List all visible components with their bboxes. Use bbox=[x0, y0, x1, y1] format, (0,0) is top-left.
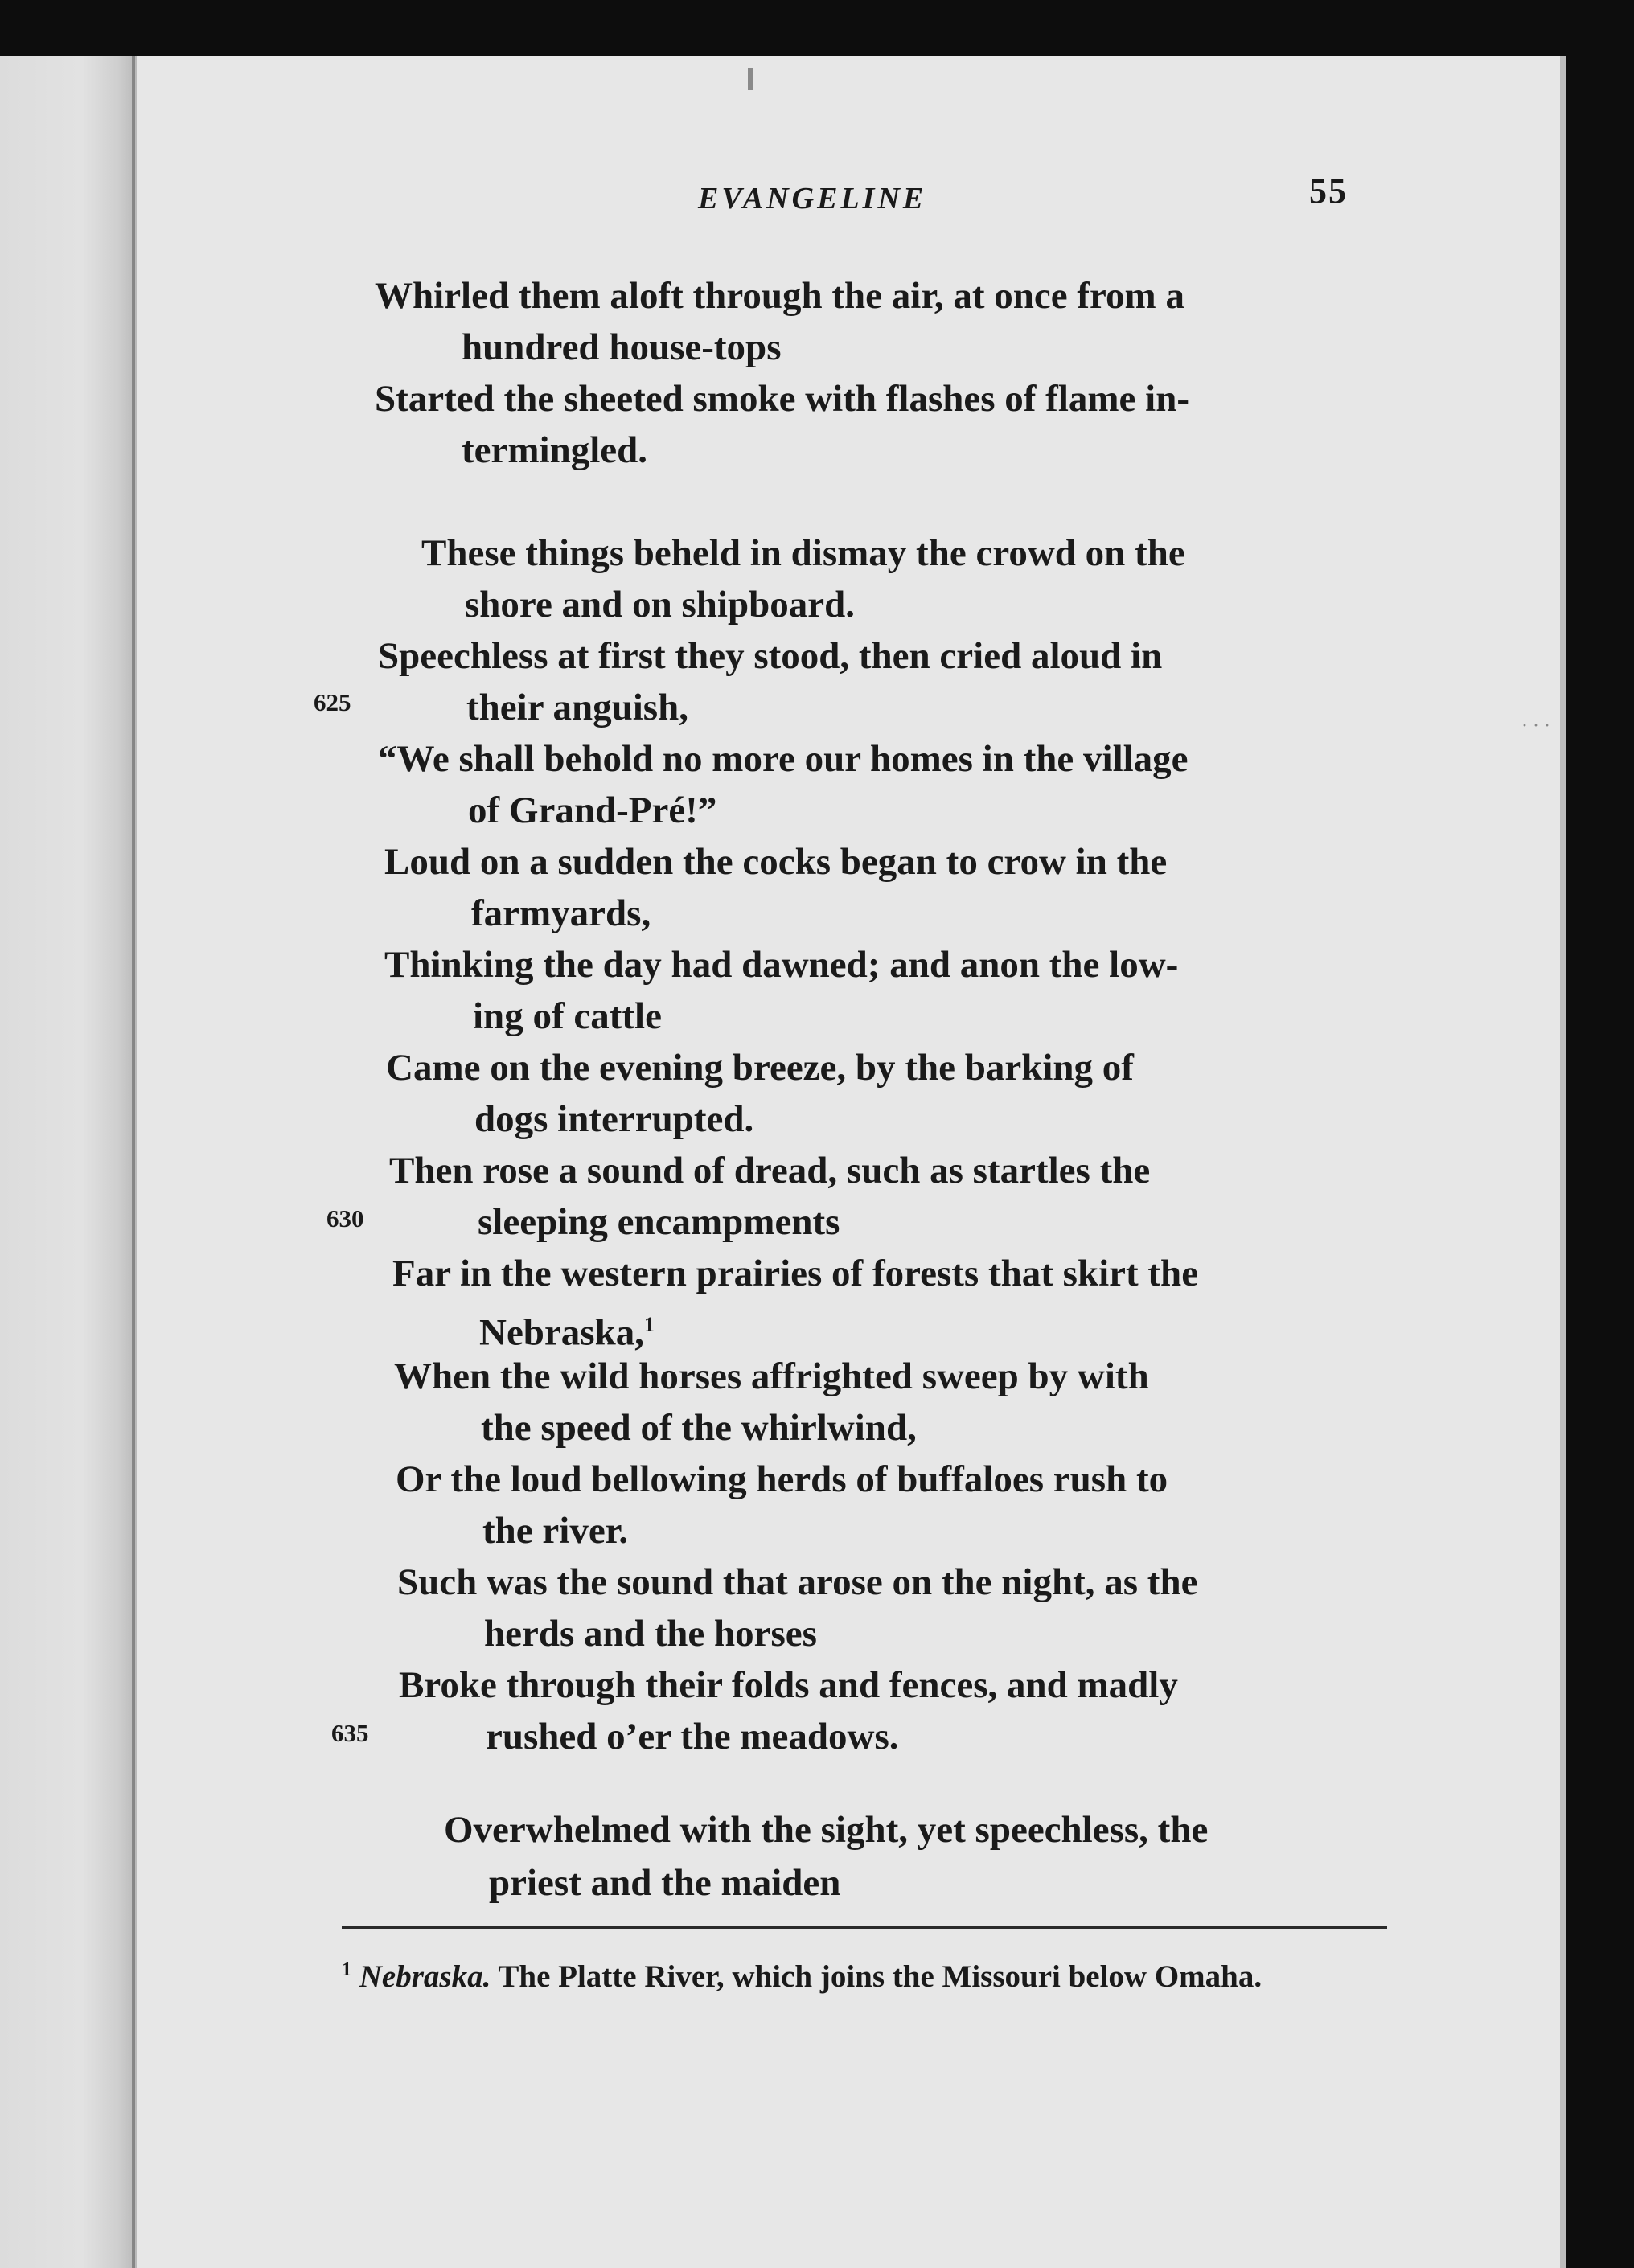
verse-line-cont: dogs interrupted. bbox=[474, 1098, 754, 1140]
verse-text: Nebraska, bbox=[479, 1311, 644, 1354]
scan-mark bbox=[748, 68, 753, 90]
page-edge bbox=[1560, 56, 1566, 2268]
verse-line-cont: the river. bbox=[482, 1510, 628, 1552]
verse-line: Speechless at first they stood, then cried aloud in bbox=[378, 635, 1163, 677]
footnote-text: The Platte River, which joins the Missouri below Omaha. bbox=[498, 1959, 1262, 1994]
footnote-divider bbox=[342, 1926, 1387, 1929]
verse-line: When the wild horses affrighted sweep by with bbox=[394, 1355, 1149, 1397]
binding-edge bbox=[132, 56, 135, 2268]
book-page bbox=[0, 56, 1566, 2268]
running-head: EVANGELINE bbox=[698, 182, 927, 215]
verse-line: Broke through their folds and fences, and madly bbox=[399, 1664, 1178, 1706]
verse-line: Overwhelmed with the sight, yet speechless, the bbox=[444, 1809, 1209, 1851]
verse-line-cont bbox=[479, 1302, 655, 1355]
verse-line-cont: ing of cattle bbox=[473, 995, 662, 1037]
scan-specks: · · · bbox=[1521, 716, 1550, 736]
page-gutter bbox=[0, 56, 137, 2268]
verse-line: Thinking the day had dawned; and anon the low- bbox=[384, 944, 1179, 986]
verse-line: Such was the sound that arose on the night, as the bbox=[397, 1561, 1198, 1603]
line-number: 625 bbox=[314, 688, 351, 716]
verse-line-cont: shore and on shipboard. bbox=[465, 584, 855, 625]
footnote bbox=[342, 1946, 1395, 2001]
line-number: 635 bbox=[331, 1719, 369, 1747]
verse-line-cont: sleeping encampments bbox=[478, 1201, 840, 1243]
verse-line: These things beheld in dismay the crowd on the bbox=[421, 532, 1185, 574]
verse-line: Then rose a sound of dread, such as startles the bbox=[389, 1150, 1151, 1191]
line-number: 630 bbox=[326, 1204, 364, 1232]
verse-line: Whirled them aloft through the air, at once from a bbox=[375, 275, 1184, 317]
verse-line-cont: hundred house-tops bbox=[462, 326, 782, 368]
verse-line: Came on the evening breeze, by the barking of bbox=[386, 1047, 1134, 1089]
verse-line-cont: of Grand-Pré!” bbox=[468, 789, 717, 831]
verse-line: Far in the western prairies of forests that skirt the bbox=[392, 1253, 1199, 1294]
verse-line-cont: their anguish, bbox=[466, 687, 688, 728]
verse-line: Or the loud bellowing herds of buffaloes rush to bbox=[396, 1458, 1168, 1500]
verse-line-cont: farmyards, bbox=[471, 892, 651, 934]
verse-line: Loud on a sudden the cocks began to crow in the bbox=[384, 841, 1168, 883]
footnote-reference: 1 bbox=[643, 1313, 655, 1336]
verse-line: “We shall behold no more our homes in the village bbox=[378, 738, 1189, 780]
verse-line-cont: termingled. bbox=[462, 429, 648, 471]
verse-line-cont: the speed of the whirlwind, bbox=[481, 1407, 917, 1449]
verse-line-cont: herds and the horses bbox=[484, 1613, 817, 1655]
footnote-marker: 1 bbox=[342, 1959, 351, 1980]
verse-line-cont: rushed o’er the meadows. bbox=[486, 1716, 899, 1757]
footnote-term: Nebraska. bbox=[359, 1959, 491, 1994]
page-number: 55 bbox=[1309, 171, 1348, 211]
verse-line-cont: priest and the maiden bbox=[489, 1862, 841, 1904]
verse-line: Started the sheeted smoke with flashes of flame in- bbox=[375, 378, 1190, 420]
